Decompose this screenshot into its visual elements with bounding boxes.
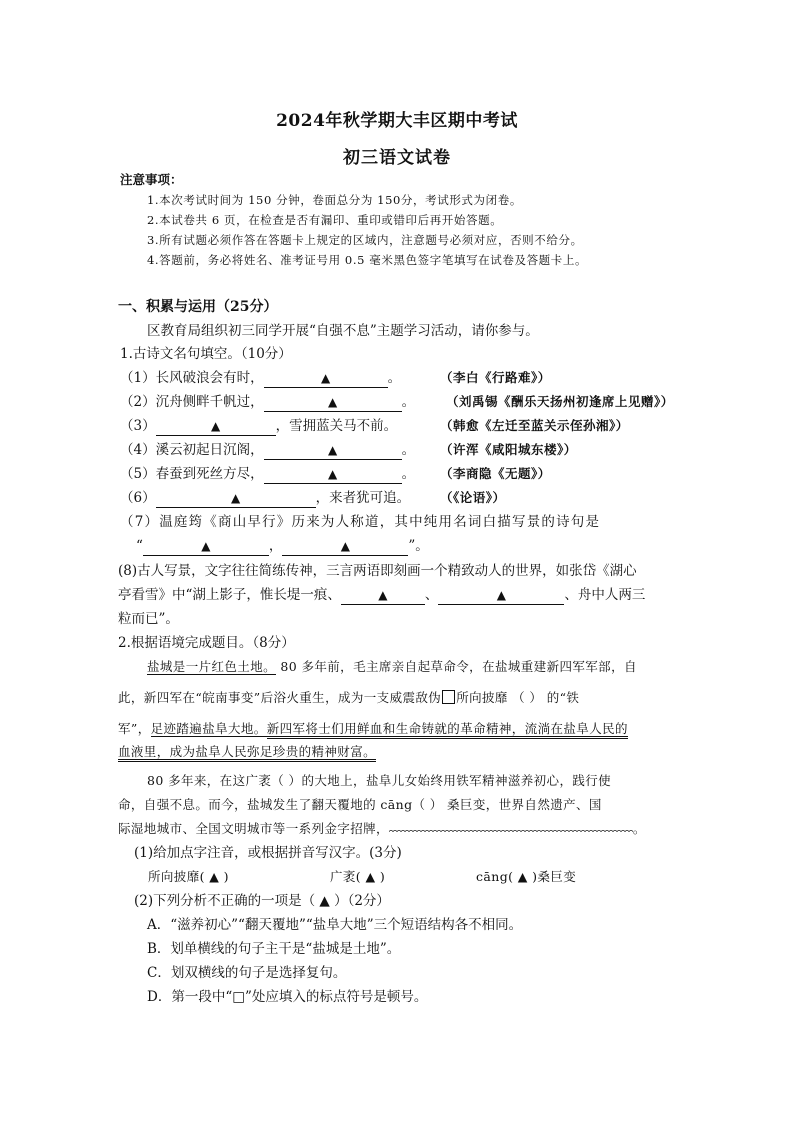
item-text: ，来者犹可追。: [315, 490, 411, 506]
triangle-marker: ▲: [378, 588, 388, 602]
answer-blank[interactable]: [264, 467, 402, 484]
answer-blank[interactable]: [264, 371, 388, 388]
passage-line: [118, 719, 628, 739]
option-b[interactable]: B．划单横线的句子主干是“盐城是土地”。: [147, 941, 401, 957]
triangle-marker: ▲: [340, 539, 351, 553]
section-intro: 区教育局组织初三同学开展“自强不息”主题学习活动，请你参与。: [147, 323, 539, 339]
passage-line: 命，自强不息。而今，盐城发生了翻天覆地的 cāng（ ） 桑巨变，世界自然遗产、国: [118, 797, 602, 812]
note-item: 2.本试卷共 6 页，在检查是否有漏印、重印或错印后再开始答题。: [147, 213, 503, 227]
double-underlined-sentence: 血液里，成为盐阜人民弥足珍贵的精神财富。: [118, 744, 376, 762]
item-end: 。: [401, 442, 416, 458]
answer-blank[interactable]: [282, 539, 408, 556]
poem-item-2: [120, 392, 415, 412]
poem-item-8-line2: [118, 585, 645, 605]
option-a[interactable]: A．“滋养初心”“翻天覆地”“盐阜大地”三个短语结构各不相同。: [147, 917, 523, 933]
triangle-marker: ▲: [210, 419, 221, 433]
poem-item-3: [120, 416, 397, 436]
item-number: （3）: [120, 418, 156, 434]
item-number: （1）: [120, 370, 156, 386]
passage-line: [118, 819, 646, 839]
poem-item-6: [120, 488, 410, 508]
passage-line: [118, 742, 376, 762]
answer-blank[interactable]: [264, 395, 402, 412]
punctuation-box[interactable]: [442, 690, 455, 704]
separator: 、: [424, 587, 439, 603]
item-end: 。: [401, 394, 416, 410]
close-quote: ”。: [408, 538, 429, 554]
poem-item-1: [120, 368, 401, 388]
question-2-stem: 2.根据语境完成题目。（8分）: [118, 635, 295, 651]
passage-line: [147, 657, 637, 677]
single-underlined-sentence: 盐城是一片红色土地。: [147, 659, 277, 674]
section-heading: 一、积累与运用（25分）: [118, 299, 278, 315]
sub-question-1-stem: (1)给加点字注音，或根据拼音写汉字。(3分): [134, 845, 402, 861]
passage-text: 所向披靡 （ ） 的“铁: [456, 690, 580, 705]
answer-blank[interactable]: [156, 491, 316, 508]
poem-item-5: [120, 464, 415, 484]
wavy-answer-line[interactable]: [389, 827, 633, 833]
item-text: 亭看雪》中“湖上影子，惟长堤一痕、: [118, 587, 341, 603]
answer-blank[interactable]: [156, 419, 276, 436]
note-item: 1.本次考试时间为 150 分钟，卷面总分为 150分，考试形式为闭卷。: [147, 193, 522, 207]
item-end: 。: [401, 466, 416, 482]
note-item: 4.答题前，务必将姓名、准考证号用 0.5 毫米黑色签字笔填写在试卷及答题卡上。: [147, 253, 588, 267]
answer-blank[interactable]: [438, 588, 564, 605]
triangle-marker: ▲: [496, 588, 507, 602]
passage-line: [118, 688, 579, 708]
item-text: 春蚕到死丝方尽，: [155, 466, 264, 482]
exam-subtitle: 初三语文试卷: [343, 148, 451, 168]
answer-blank[interactable]: [341, 588, 425, 605]
triangle-marker: ▲: [327, 443, 338, 457]
item-number: （6）: [120, 490, 156, 506]
option-d[interactable]: D．第一段中“□”处应填入的标点符号是顿号。: [147, 989, 428, 1005]
note-item: 3.所有试题必须作答在答题卡上规定的区域内，注意题号必须对应，否则不给分。: [147, 233, 583, 247]
option-c[interactable]: C．划双横线的句子是选择复句。: [147, 965, 347, 981]
separator: ，: [268, 538, 283, 554]
item-number: （5）: [120, 466, 156, 482]
passage-line: 80 多年来，在这广袤（ ）的大地上，盐阜儿女始终用铁军精神滋养初心，践行使: [147, 773, 612, 788]
item-number: （2）: [120, 394, 156, 410]
poem-item-4: [120, 440, 415, 460]
answer-blank[interactable]: [264, 443, 402, 460]
passage-text: 际湿地城市、全国文明城市等一系列金字招牌，: [118, 821, 389, 836]
passage-text: 。: [632, 821, 646, 836]
item-end: 。: [387, 370, 402, 386]
exam-title: 2024年秋学期大丰区期中考试: [276, 111, 518, 131]
item-source: （许浑《咸阳城东楼》）: [440, 442, 577, 457]
item-text: ，雪拥蓝关马不前。: [275, 418, 398, 434]
triangle-marker: ▲: [327, 395, 338, 409]
item-text: 长风破浪会有时，: [155, 370, 264, 386]
double-underlined-sentence: 新四军将士们用鲜血和生命铸就的革命精神，流淌在盐阜人民的: [267, 721, 628, 739]
item-source: （韩愈《左迁至蓝关示侄孙湘》）: [440, 418, 629, 433]
item-source: （李商隐《无题》）: [440, 466, 551, 481]
notes-heading: 注意事项：: [120, 172, 183, 187]
open-quote: “: [136, 538, 143, 554]
item-source: （刘禹锡《酬乐天扬州初逢席上见赠》）: [446, 394, 674, 409]
poem-item-7-blanks: [136, 536, 429, 556]
single-underlined-text: 足迹踏遍盐阜大地。: [150, 721, 267, 736]
triangle-marker: ▲: [320, 371, 331, 385]
passage-text: 此，新四军在“皖南事变”后浴火重生，成为一支威震敌伪: [118, 690, 442, 705]
poem-item-8-line3: 粒而已”。: [118, 611, 179, 627]
sub-question-1-blank-a[interactable]: 所向披靡( ▲ ): [148, 869, 229, 884]
item-number: （4）: [120, 442, 156, 458]
item-text: 溪云初起日沉阁，: [155, 442, 264, 458]
triangle-marker: ▲: [327, 467, 338, 481]
item-text: 沉舟侧畔千帆过，: [155, 394, 264, 410]
sub-question-1-blank-c[interactable]: cāng( ▲ )桑巨变: [476, 869, 577, 884]
triangle-marker: ▲: [201, 539, 211, 553]
item-text: 、舟中人两三: [564, 587, 646, 603]
passage-text: 80 多年前，毛主席亲自起草命令，在盐城重建新四军军部，自: [276, 659, 637, 674]
poem-item-7: （7）温庭筠《商山早行》历来为人称道，其中纯用名词白描写景的诗句是: [120, 514, 601, 530]
item-source: （李白《行路难》）: [440, 370, 551, 385]
question-1-stem: 1.古诗文名句填空。（10分）: [120, 346, 292, 362]
passage-text: 军”，: [118, 721, 151, 736]
answer-blank[interactable]: [143, 539, 269, 556]
triangle-marker: ▲: [230, 491, 241, 505]
sub-question-1-blank-b[interactable]: 广袤( ▲ ): [330, 869, 386, 884]
sub-question-2-stem: (2)下列分析不正确的一项是（ ▲ ）（2分）: [134, 893, 390, 909]
item-source: （《论语》）: [440, 490, 506, 505]
poem-item-8: (8)古人写景，文字往往简练传神，三言两语即刻画一个精致动人的世界，如张岱《湖心: [118, 563, 637, 579]
